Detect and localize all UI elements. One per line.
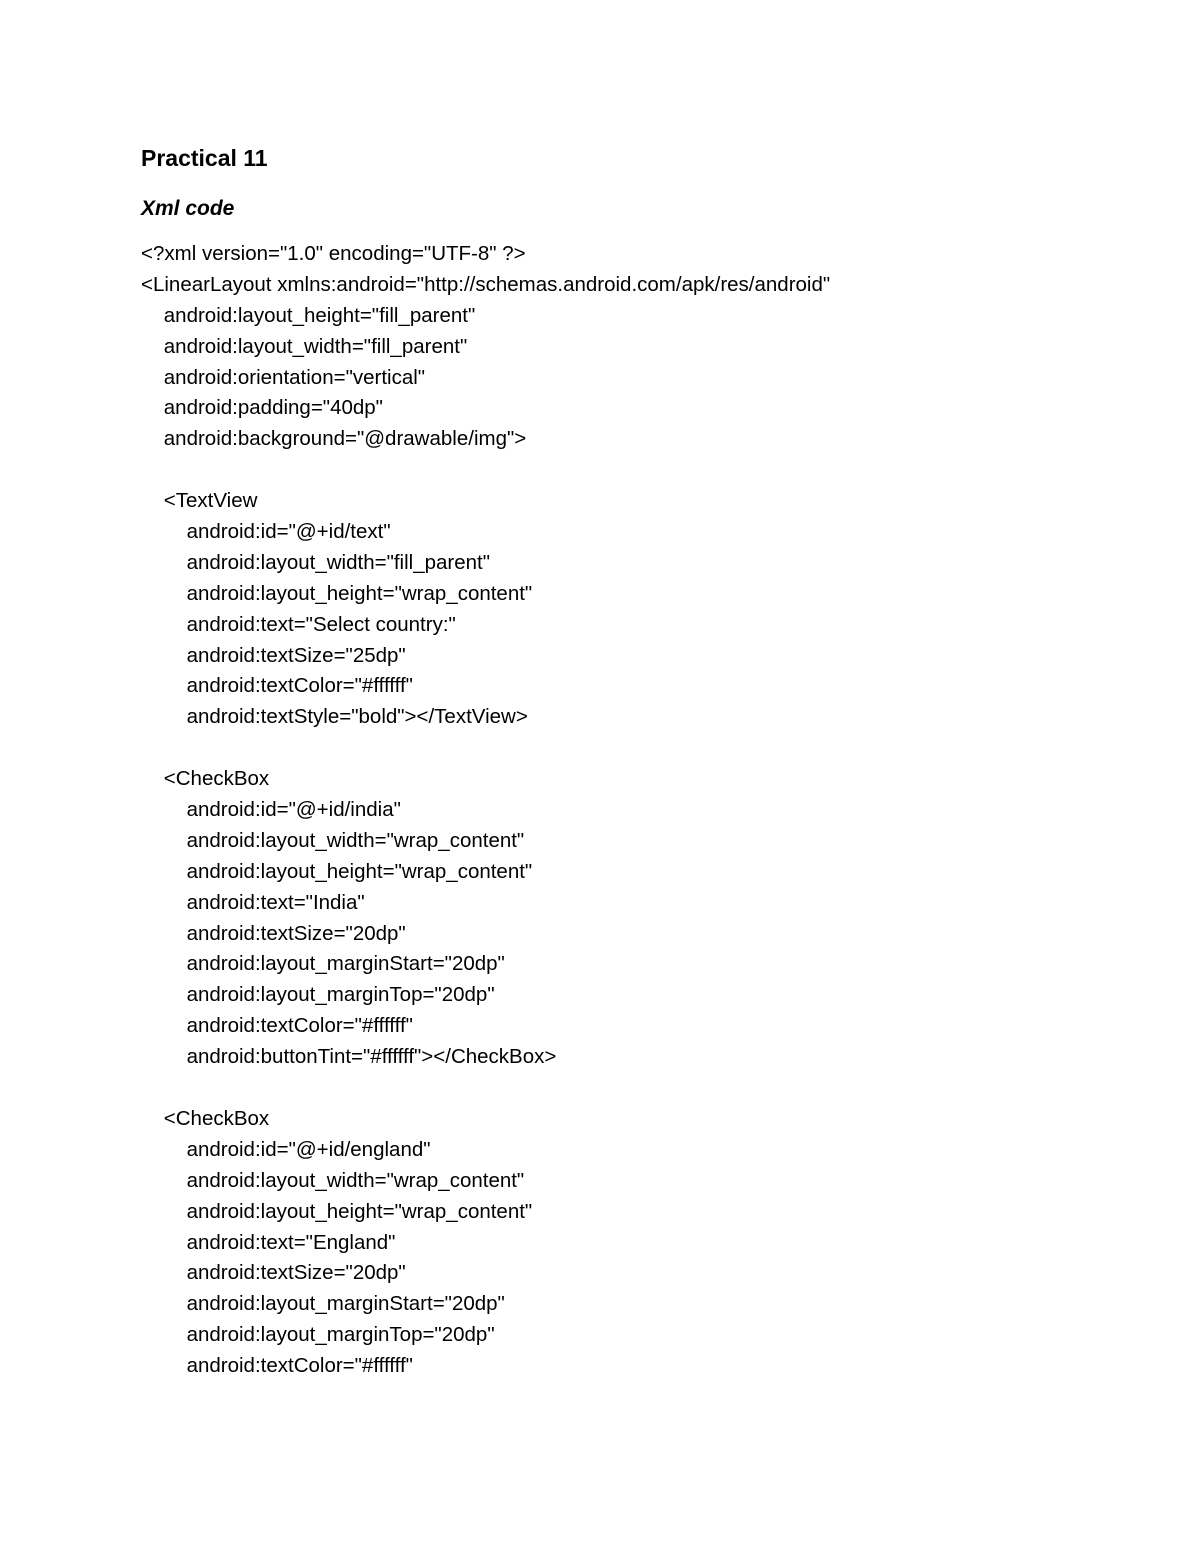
code-line: <CheckBox [141,1106,270,1130]
code-line: <?xml version="1.0" encoding="UTF-8" ?> [141,242,526,265]
code-line: android:layout_height="fill_parent" [141,303,476,327]
code-line: android:layout_width="fill_parent" [141,334,468,358]
code-line: android:textColor="#ffffff" [141,1014,413,1038]
code-line: android:padding="40dp" [141,396,383,420]
code-line: <TextView [141,489,258,513]
code-line: android:layout_marginTop="20dp" [141,1323,495,1347]
code-line: android:textColor="#ffffff" [141,1354,413,1378]
code-block [141,239,1141,1382]
code-line: android:layout_marginStart="20dp" [141,952,505,976]
code-line: android:layout_marginStart="20dp" [141,1292,505,1316]
code-line: android:orientation="vertical" [141,365,426,389]
code-line: android:layout_width="wrap_content" [141,828,525,852]
code-line [141,455,1141,486]
section-subtitle: Xml code [141,197,235,220]
code-line: android:id="@+id/india" [141,798,401,822]
code-line: android:textSize="25dp" [141,643,406,667]
code-line: android:text="India" [141,890,365,914]
page-title: Practical 11 [141,145,268,171]
code-line: <LinearLayout xmlns:android="http://schemas.android.com/apk/res/android" [141,272,831,296]
code-line: android:layout_height="wrap_content" [141,1199,533,1223]
code-line: android:buttonTint="#ffffff"></CheckBox> [141,1045,557,1069]
code-line: android:textStyle="bold"></TextView> [141,705,528,729]
code-line [141,1073,1141,1104]
code-line: android:id="@+id/england" [141,1137,431,1161]
code-line: android:layout_marginTop="20dp" [141,983,495,1007]
code-line: android:text="Select country:" [141,612,456,636]
code-line: android:textSize="20dp" [141,1261,406,1285]
code-line [141,733,1141,764]
code-line: android:id="@+id/text" [141,520,391,544]
code-line: android:text="England" [141,1230,396,1254]
code-line: android:layout_width="wrap_content" [141,1168,525,1192]
code-line: android:layout_width="fill_parent" [141,550,491,574]
code-line: android:background="@drawable/img"> [141,427,527,451]
code-line: <CheckBox [141,767,270,791]
code-line: android:textColor="#ffffff" [141,674,413,698]
code-line: android:layout_height="wrap_content" [141,859,533,883]
code-line: android:layout_height="wrap_content" [141,581,533,605]
code-line: android:textSize="20dp" [141,921,406,945]
